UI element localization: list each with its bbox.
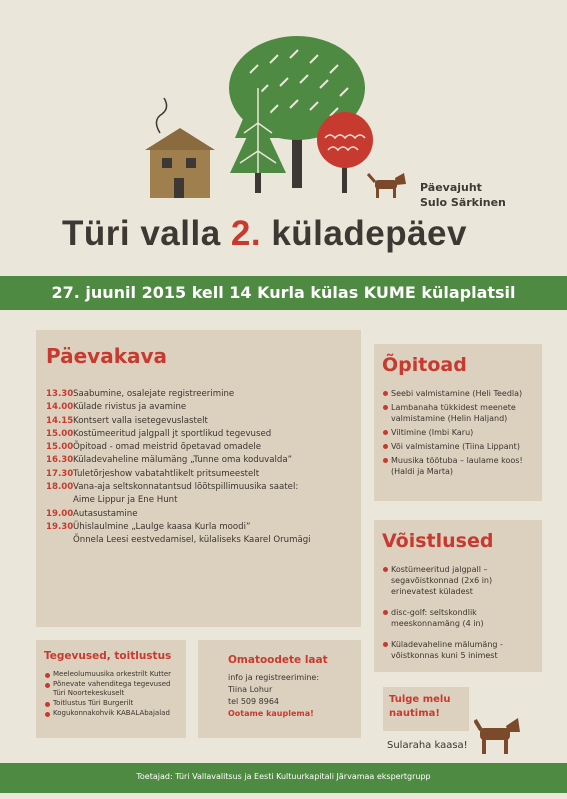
program-time: 15.00 (46, 442, 74, 453)
invitation-text (389, 693, 450, 721)
workshops-list (382, 388, 536, 480)
program-text: Autasustamine (73, 508, 138, 519)
workshop-item: Seebi valmistamine (Heli Teedla) (382, 388, 536, 399)
day-host (420, 180, 506, 210)
main-title-end: küladepäev (261, 214, 467, 253)
program-time: 19.30 (46, 521, 74, 532)
house-icon (145, 98, 215, 198)
invitation-line-1: Tulge melu (389, 694, 451, 705)
program-text: Õpitoad - omad meistrid õpetavad omadele (73, 442, 262, 453)
day-host-label: Päevajuht (420, 181, 482, 194)
contest-item: Kostümeeritud jalgpall – segavõistkonnad (2x6 in) erinevatest küladest (382, 564, 536, 597)
village-illustration (140, 28, 440, 208)
program-time: 16.30 (46, 455, 74, 466)
contest-item: Küladevaheline mälumäng - võistkonnas kuni 5 inimest (382, 639, 536, 661)
footer-banner (0, 763, 567, 793)
program-text: Saabumine, osalejate registreerimine (73, 389, 235, 399)
activity-item: Kogukonnakohvik KABALAbajalad (44, 709, 184, 718)
workshop-item: Muusika töötuba – laulame koos! (Haldi ja Marta) (382, 455, 536, 477)
contests-panel (374, 520, 542, 672)
contest-item: disc-golf: seltskondlik meeskonnamäng (4 in) (382, 607, 536, 629)
program-list (46, 388, 356, 548)
activity-item: Põnevate vahenditega tegevused Türi Noortekeskuselt (44, 680, 184, 698)
contests-title: Võistlused (382, 530, 494, 552)
program-time: 14.15 (46, 415, 74, 426)
program-item (46, 401, 356, 414)
program-item (46, 454, 356, 467)
main-title (62, 214, 467, 254)
program-text: Ühislaulmine „Laulge kaasa Kurla moodi” Õnnela Leesi eestvedamisel, külaliseks Kaarel Orumägi (73, 521, 311, 546)
homemade-market-panel (198, 640, 361, 738)
program-time: 15.00 (46, 428, 74, 439)
contests-list (382, 564, 536, 671)
homemade-info (228, 672, 319, 720)
program-item (46, 415, 356, 428)
homemade-line: tel 509 8964 (228, 697, 279, 706)
cash-note: Sularaha kaasa! (387, 740, 468, 751)
footer-text: Toetajad: Türi Vallavalitsus ja Eesti Kultuurkapitali Järvamaa ekspertgrupp (136, 772, 431, 781)
date-banner (0, 276, 567, 310)
program-time: 19.00 (46, 508, 74, 519)
program-item (46, 521, 356, 548)
program-item (46, 388, 356, 401)
program-item (46, 508, 356, 521)
main-title-number: 2. (230, 214, 262, 253)
invitation-panel (383, 687, 469, 731)
red-tree-icon (317, 112, 373, 193)
workshops-panel (374, 344, 542, 501)
program-time: 17.30 (46, 468, 74, 479)
activities-title: Tegevused, toitlustus (44, 650, 172, 662)
invitation-line-2: nautima! (389, 708, 440, 719)
program-time: 13.30 (46, 389, 74, 399)
activity-item: Toitlustus Türi Burgerilt (44, 699, 184, 708)
activity-item: Meeleolumuusika orkestrilt Kutter (44, 670, 184, 679)
program-item (46, 441, 356, 454)
workshops-title: Õpitoad (382, 354, 467, 376)
homemade-title: Omatoodete laat (228, 654, 328, 666)
program-text: Tuletõrjeshow vabatahtlikelt pritsumeestelt (73, 468, 260, 479)
homemade-line: Tiina Lohur (228, 685, 273, 694)
workshop-item: Või valmistamine (Tiina Lippant) (382, 441, 536, 452)
program-text: Vana-aja seltskonnatantsud lõõtspillimuusika saatel: Aime Lippur ja Ene Hunt (73, 482, 299, 506)
program-text: Küladevaheline mälumäng „Tunne oma koduvalda” (73, 455, 293, 466)
program-time: 14.00 (46, 402, 74, 413)
dog-icon (368, 173, 406, 198)
program-item (46, 468, 356, 481)
workshop-item: Viltimine (Imbi Karu) (382, 427, 536, 438)
program-text: Kontsert valla isetegevuslastelt (73, 415, 208, 426)
activities-list (44, 670, 184, 719)
program-item (46, 428, 356, 441)
program-text: Kostümeeritud jalgpall jt sportlikud tegevused (73, 428, 272, 439)
homemade-sale: Ootame kauplema! (228, 709, 314, 718)
workshop-item: Lambanaha tükkidest meenete valmistamine (Helin Haljand) (382, 402, 536, 424)
day-host-name: Sulo Särkinen (420, 196, 506, 209)
program-text: Külade rivistus ja avamine (73, 402, 187, 413)
date-line: 27. juunil 2015 kell 14 Kurla külas KUME külaplatsil (51, 283, 516, 302)
program-item (46, 481, 356, 508)
program-panel (36, 330, 361, 627)
homemade-line: info ja registreerimine: (228, 673, 320, 682)
program-title: Päevakava (46, 344, 168, 368)
activities-panel (36, 640, 186, 738)
main-title-start: Türi valla (62, 214, 231, 253)
program-time: 18.00 (46, 482, 74, 493)
dog-icon (474, 710, 524, 756)
